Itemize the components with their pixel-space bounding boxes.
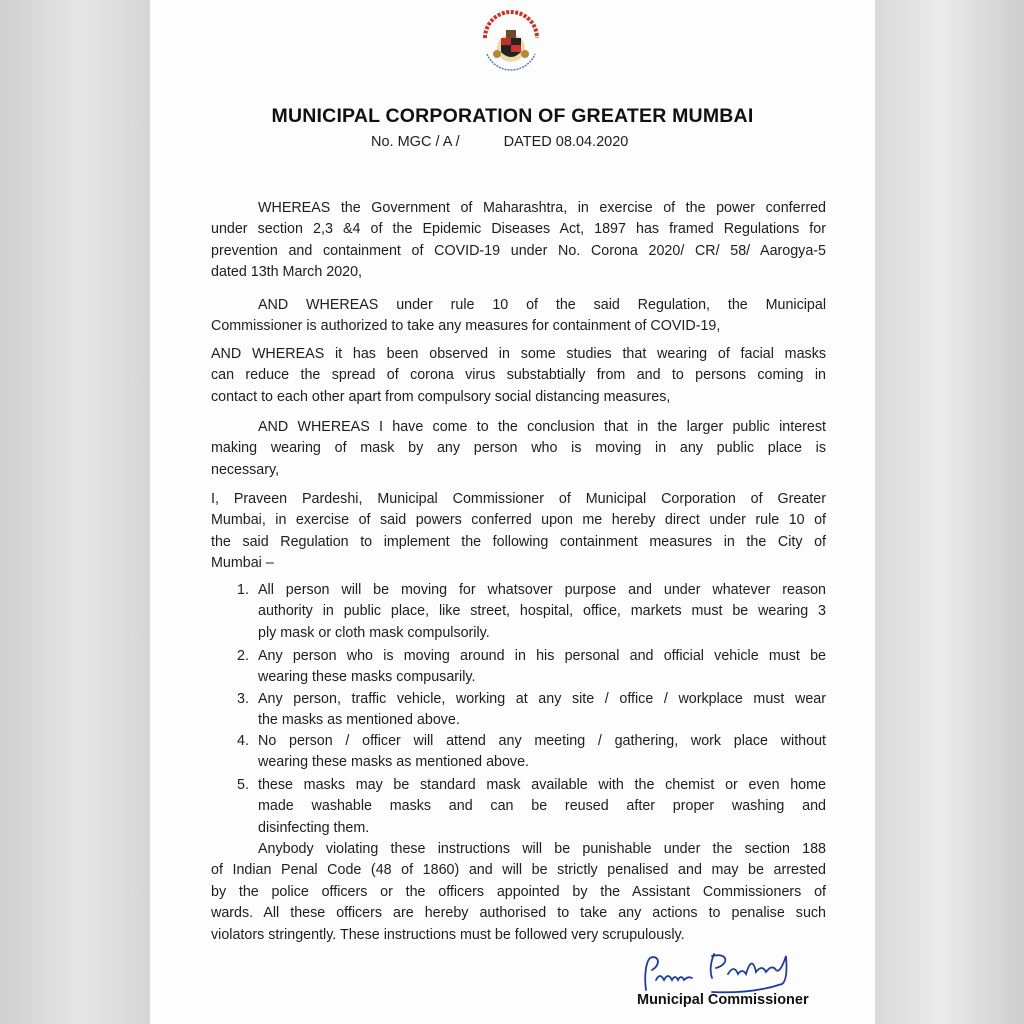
measure-item-4 bbox=[237, 731, 826, 774]
text-line: Any person, traffic vehicle, working at any site / office / workplace must wear bbox=[258, 691, 826, 707]
text-line: making wearing of mask by any person who is moving in any public place is bbox=[211, 440, 826, 457]
text-line: under section 2,3 &4 of the Epidemic Diseases Act, 1897 has framed Regulations for bbox=[211, 221, 826, 238]
paragraph-penalty bbox=[211, 839, 826, 946]
paragraph-whereas-masks-studies bbox=[211, 344, 826, 408]
text-line: of Indian Penal Code (48 of 1860) and will be strictly penalised and may be arrested bbox=[211, 862, 826, 879]
text-line: I, Praveen Pardeshi, Municipal Commissioner of Municipal Corporation of Greater bbox=[211, 491, 826, 507]
handwritten-signature bbox=[636, 950, 836, 995]
measure-number: 4. bbox=[237, 733, 249, 749]
measure-item-1 bbox=[237, 580, 826, 644]
text-line: can reduce the spread of corona virus substabtially from and to persons coming in bbox=[211, 367, 826, 384]
text-line: necessary, bbox=[211, 461, 280, 478]
text-line: Anybody violating these instructions will be punishable under the section 188 bbox=[258, 841, 826, 857]
measure-number: 3. bbox=[237, 691, 249, 707]
text-line: Mumbai, in exercise of said powers conferred upon me hereby direct under rule 10 of bbox=[211, 512, 826, 529]
text-line: the said Regulation to implement the following containment measures in the City of bbox=[211, 533, 826, 550]
text-line: prevention and containment of COVID-19 under No. Corona 2020/ CR/ 58/ Aarogya-5 bbox=[211, 242, 826, 259]
measure-number: 1. bbox=[237, 582, 249, 598]
paragraph-whereas-government bbox=[211, 198, 826, 284]
text-line: violators stringently. These instructions must be followed very scrupulously. bbox=[211, 926, 685, 943]
reference-number: No. MGC / A / bbox=[371, 134, 460, 150]
text-line: wearing these masks compusarily. bbox=[258, 669, 476, 686]
paragraph-whereas-rule-10 bbox=[211, 295, 826, 338]
text-line: No person / officer will attend any meeting / gathering, work place without bbox=[258, 733, 826, 749]
measure-item-5 bbox=[237, 775, 826, 839]
paragraph-whereas-conclusion bbox=[211, 417, 826, 481]
measure-text bbox=[258, 775, 826, 839]
text-line: Commissioner is authorized to take any measures for containment of COVID-19, bbox=[211, 318, 721, 335]
text-line: All person will be moving for whatsover purpose and under whatever reason bbox=[258, 582, 826, 598]
signatory-title: Municipal Commissioner bbox=[637, 992, 809, 1008]
measure-text bbox=[258, 646, 826, 689]
document-date: DATED 08.04.2020 bbox=[503, 134, 629, 150]
measure-number: 2. bbox=[237, 648, 249, 664]
measure-text bbox=[258, 731, 826, 774]
text-line: disinfecting them. bbox=[258, 819, 370, 836]
measure-text bbox=[258, 580, 826, 644]
text-line: Any person who is moving around in his personal and official vehicle must be bbox=[258, 648, 826, 664]
text-line: wards. All these officers are hereby authorised to take any actions to penalise such bbox=[211, 905, 826, 922]
measure-text bbox=[258, 689, 826, 732]
measure-item-2 bbox=[237, 646, 826, 689]
text-line: wearing these masks as mentioned above. bbox=[258, 754, 529, 771]
text-line: AND WHEREAS under rule 10 of the said Regulation, the Municipal bbox=[258, 297, 826, 313]
reference-line bbox=[371, 134, 668, 150]
text-line: ply mask or cloth mask compulsorily. bbox=[258, 624, 490, 641]
measure-item-3 bbox=[237, 689, 826, 732]
text-line: authority in public place, like street, hospital, office, markets must be wearing 3 bbox=[258, 603, 826, 620]
text-line: Mumbai – bbox=[211, 555, 274, 572]
text-line: WHEREAS the Government of Maharashtra, in exercise of the power conferred bbox=[258, 200, 826, 216]
text-line: AND WHEREAS I have come to the conclusion that in the larger public interest bbox=[258, 419, 826, 435]
text-line: contact to each other apart from compulsory social distancing measures, bbox=[211, 388, 671, 405]
text-line: the masks as mentioned above. bbox=[258, 712, 460, 729]
text-line: dated 13th March 2020, bbox=[211, 264, 363, 281]
text-line: made washable masks and can be reused after proper washing and bbox=[258, 798, 826, 815]
text-line: these masks may be standard mask available with the chemist or even home bbox=[258, 777, 826, 793]
text-line: by the police officers or the officers appointed by the Assistant Commissioners of bbox=[211, 883, 826, 900]
corporation-seal-logo bbox=[475, 8, 547, 80]
measure-number: 5. bbox=[237, 777, 249, 793]
document-title: MUNICIPAL CORPORATION OF GREATER MUMBAI bbox=[271, 105, 754, 127]
paragraph-directive bbox=[211, 489, 826, 575]
text-line: AND WHEREAS it has been observed in some studies that wearing of facial masks bbox=[211, 346, 826, 362]
